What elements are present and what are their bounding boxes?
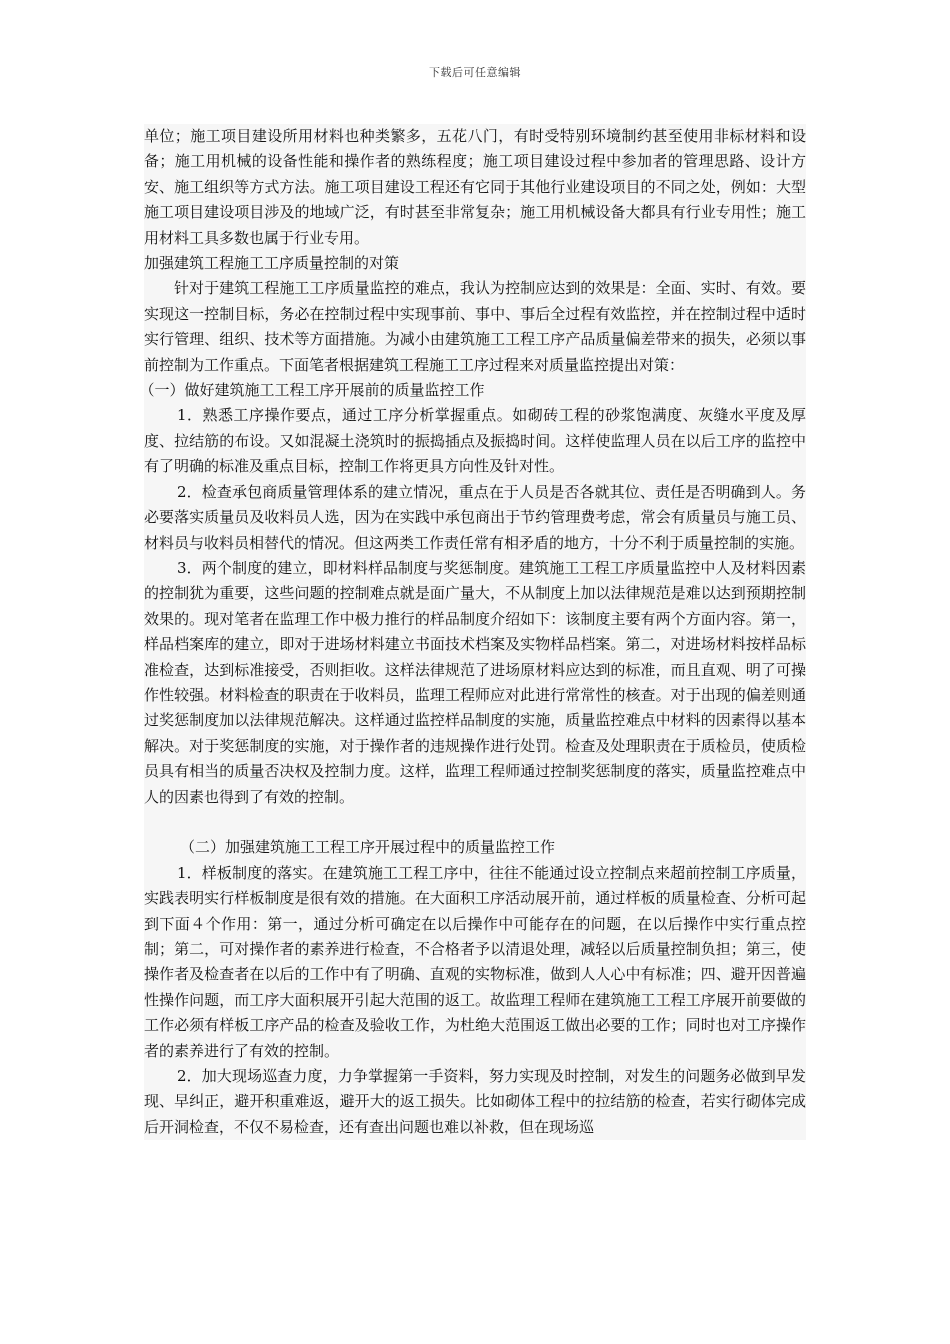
paragraph-item-2: 2．检查承包商质量管理体系的建立情况，重点在于人员是否各就其位、责任是否明确到人。务必要落实质量员及收料员人选，因为在实践中承包商出于节约管理费考虑，常会有质量员与施工员、材料员与收料员相替代的情况。但这两类工作责任常有相矛盾的地方，十分不利于质量控制的实施。 (144, 482, 806, 552)
page-header: 下载后可任意编辑 (429, 66, 521, 79)
paragraph-intro: 单位；施工项目建设所用材料也种类繁多，五花八门，有时受特别环境制约甚至使用非标材料和设备；施工用机械的设备性能和操作者的熟练程度；施工项目建设过程中参加者的管理思路、设计方安、施工组织等方式方法。施工项目建设工程还有它同于其他行业建设项目的不同之处，例如：大型施工项目建设项目涉及的地域广泛，有时甚至非常复杂；施工用机械设备大都具有行业专用性；施工用材料工具多数也属于行业专用。 (144, 127, 806, 247)
subsection-heading-2: （二）加强建筑施工工程工序开展过程中的质量监控工作 (180, 838, 556, 857)
paragraph-item-4: 1．样板制度的落实。在建筑施工工程工序中，往往不能通过设立控制点来超前控制工序质量，实践表明实行样板制度是很有效的措施。在大面积工序活动展开前，通过样板的质量检查、分析可起到下面４个作用：第一，通过分析可确定在以后操作中可能存在的问题，在以后操作中实行重点控制；第二，可对操作者的素养进行检查，不合格者予以清退处理，减轻以后质量控制负担；第三，使操作者及检查者在以后的工作中有了明确、直观的实物标准，做到人人心中有标准；四、避开因普遍性操作问题，而工序大面积展开引起大范围的返工。故监理工程师在建筑施工工程工序展开前要做的工作必须有样板工序产品的检查及验收工作，为杜绝大范围返工做出必要的工作；同时也对工序操作者的素养进行了有效的控制。 (144, 863, 806, 1060)
paragraph-item-1: 1．熟悉工序操作要点，通过工序分析掌握重点。如砌砖工程的砂浆饱满度、灰缝水平度及厚度、拉结筋的布设。又如混凝土浇筑时的振捣插点及振捣时间。这样使监理人员在以后工序的监控中有了明确的标准及重点目标，控制工作将更具方向性及针对性。 (144, 406, 806, 476)
blank-line (144, 810, 806, 835)
section-heading-countermeasures: 加强建筑工程施工工序质量控制的对策 (144, 254, 400, 273)
document-body (139, 124, 806, 1140)
paragraph-countermeasures: 针对于建筑工程施工工序质量监控的难点，我认为控制应达到的效果是：全面、实时、有效。要实现这一控制目标，务必在控制过程中实现事前、事中、事后全过程有效监控，并在控制过程中适时实行管理、组织、技术等方面措施。为减小由建筑施工工程工序产品质量偏差带来的损失，必须以事前控制为工作重点。下面笔者根据建筑工程施工工序过程来对质量监控提出对策： (144, 279, 806, 374)
paragraph-item-5: 2．加大现场巡查力度，力争掌握第一手资料，努力实现及时控制，对发生的问题务必做到早发现、早纠正，避开积重难返，避开大的返工损失。比如砌体工程中的拉结筋的检查，若实行砌体完成后开洞检查，不仅不易检查，还有查出问题也难以补救，但在现场巡 (144, 1067, 806, 1136)
paragraph-item-3: 3．两个制度的建立，即材料样品制度与奖惩制度。建筑施工工程工序质量监控中人及材料因素的控制犹为重要，这些问题的控制难点就是面广量大，不从制度上加以法律规范是难以达到预期控制效果的。现对笔者在监理工作中极力推行的样品制度介绍如下：该制度主要有两个方面内容。第一，样品档案库的建立，即对于进场材料建立书面技术档案及实物样品档案。第二，对进场材料按样品标准检查，达到标准接受，否则拒收。这样法律规范了进场原材料应达到的标准，而且直观、明了可操作性较强。材料检查的职责在于收料员，监理工程师应对此进行常常性的核查。对于出现的偏差则通过奖惩制度加以法律规范解决。这样通过监控样品制度的实施，质量监控难点中材料的因素得以基本解决。对于奖惩制度的实施，对于操作者的违规操作进行处罚。检查及处理职责在于质检员，使质检员具有相当的质量否决权及控制力度。这样，监理工程师通过控制奖惩制度的落实，质量监控难点中人的因素也得到了有效的控制。 (144, 558, 806, 806)
subsection-heading-1: （一）做好建筑施工工程工序开展前的质量监控工作 (139, 381, 485, 400)
